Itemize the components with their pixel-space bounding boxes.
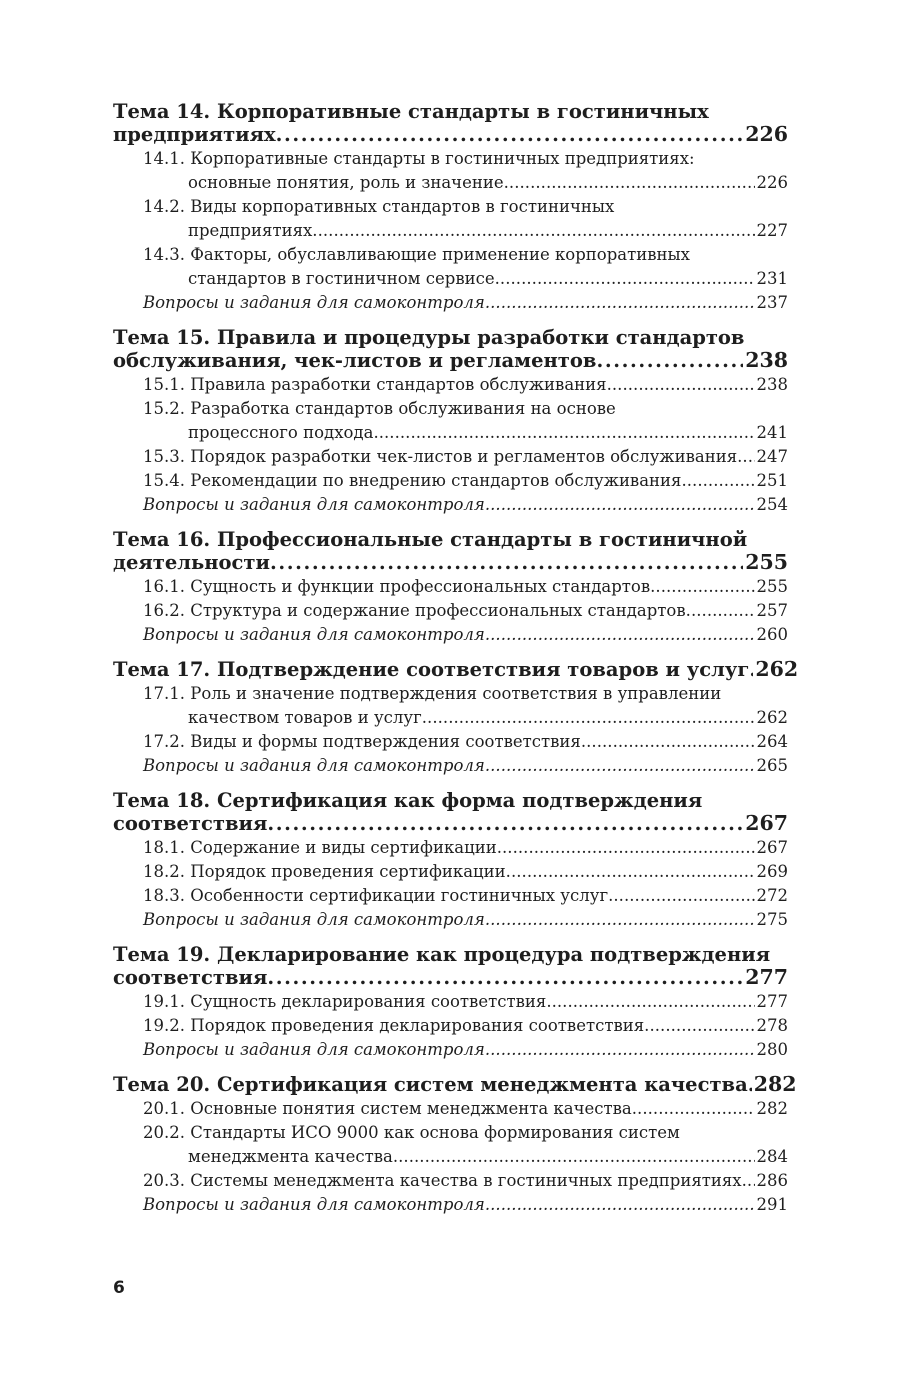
- subtopic-title: 19.2. Порядок проведения декларирования соответствия: [143, 1016, 645, 1035]
- leader-dots: [681, 469, 754, 493]
- subtopic-title-line: 17.1. Роль и значение подтверждения соответствия в управлении: [143, 684, 722, 703]
- leader-dots: [270, 551, 743, 574]
- topic-title-line: Тема 14. Корпоративные стандарты в гостиничных: [113, 100, 709, 123]
- subtopic-page-number: 247: [756, 447, 788, 466]
- subtopic-page-number: 278: [756, 1016, 788, 1035]
- subtopic-page-number: 226: [756, 173, 788, 192]
- toc-section: [113, 657, 799, 778]
- subtopic-title: 15.4. Рекомендации по внедрению стандартов обслуживания: [143, 471, 682, 490]
- questions-page-number: 254: [756, 495, 788, 514]
- subtopic-title: предприятиях: [188, 221, 313, 240]
- page-number: 6: [113, 1278, 125, 1298]
- questions-title: Вопросы и задания для самоконтроля: [143, 293, 485, 312]
- self-check-questions-entry[interactable]: [113, 1193, 788, 1217]
- leader-dots: [546, 990, 754, 1014]
- subtopic-page-number: 227: [756, 221, 788, 240]
- subtopic-page-number: 277: [756, 992, 788, 1011]
- leader-dots: [495, 267, 755, 291]
- subtopic-title: 18.2. Порядок проведения сертификации: [143, 862, 506, 881]
- self-check-questions-entry[interactable]: [113, 623, 788, 647]
- topic-title-line: Тема 18. Сертификация как форма подтверждения: [113, 789, 703, 812]
- subtopic-title-line: 14.3. Факторы, обуславливающие применение корпоративных: [143, 245, 690, 264]
- leader-dots: [650, 575, 754, 599]
- subtopic-page-number: 269: [756, 862, 788, 881]
- topic-title: обслуживания, чек-листов и регламентов: [113, 349, 597, 372]
- self-check-questions-entry[interactable]: [113, 1038, 788, 1062]
- subtopic-entry[interactable]: [113, 836, 788, 860]
- leader-dots: [742, 1169, 755, 1193]
- subtopic-entry[interactable]: [113, 990, 788, 1014]
- leader-dots: [422, 706, 755, 730]
- self-check-questions-entry[interactable]: [113, 754, 788, 778]
- topic-page-number: 262: [755, 657, 799, 681]
- subtopic-title: 15.3. Порядок разработки чек-листов и регламентов обслуживания: [143, 447, 738, 466]
- leader-dots: [686, 599, 755, 623]
- subtopic-entry[interactable]: [113, 682, 788, 730]
- subtopic-title: качеством товаров и услуг: [188, 708, 422, 727]
- questions-page-number: 237: [756, 293, 788, 312]
- subtopic-title: основные понятия, роль и значение: [188, 173, 504, 192]
- topic-title: соответствия: [113, 966, 268, 989]
- topic-title-line: Тема 15. Правила и процедуры разработки стандартов: [113, 326, 745, 349]
- self-check-questions-entry[interactable]: [113, 908, 788, 932]
- topic-heading[interactable]: [113, 943, 788, 989]
- subtopic-entry[interactable]: [113, 195, 788, 243]
- subtopic-entry[interactable]: [113, 373, 788, 397]
- topic-page-number: 282: [753, 1072, 797, 1096]
- leader-dots: [267, 966, 743, 989]
- topic-page-number: 255: [745, 550, 788, 574]
- questions-title: Вопросы и задания для самоконтроля: [143, 910, 485, 929]
- leader-dots: [485, 1193, 755, 1217]
- subtopic-title-line: 14.1. Корпоративные стандарты в гостиничных предприятиях:: [143, 149, 695, 168]
- leader-dots: [373, 421, 754, 445]
- topic-heading[interactable]: [113, 100, 788, 146]
- topic-title: соответствия: [113, 812, 268, 835]
- topic-title: деятельности: [113, 551, 270, 574]
- subtopic-entry[interactable]: [113, 147, 788, 195]
- subtopic-title: процессного подхода: [188, 423, 374, 442]
- toc-section: [113, 1072, 797, 1217]
- leader-dots: [504, 171, 755, 195]
- subtopic-entry[interactable]: [113, 243, 788, 291]
- questions-page-number: 280: [756, 1040, 788, 1059]
- toc-section: [113, 100, 788, 315]
- subtopic-entry[interactable]: [113, 1014, 788, 1038]
- subtopic-page-number: 267: [756, 838, 788, 857]
- leader-dots: [506, 860, 755, 884]
- subtopic-page-number: 238: [756, 375, 788, 394]
- subtopic-page-number: 251: [756, 471, 788, 490]
- leader-dots: [393, 1145, 755, 1169]
- subtopic-title: 15.1. Правила разработки стандартов обслуживания: [143, 375, 607, 394]
- subtopic-title: 18.1. Содержание и виды сертификации: [143, 838, 497, 857]
- subtopic-page-number: 255: [756, 577, 788, 596]
- questions-page-number: 275: [756, 910, 788, 929]
- questions-title: Вопросы и задания для самоконтроля: [143, 625, 485, 644]
- subtopic-title: 17.2. Виды и формы подтверждения соответствия: [143, 732, 581, 751]
- table-of-contents: [113, 100, 799, 1228]
- topic-heading[interactable]: [113, 789, 788, 835]
- self-check-questions-entry[interactable]: [113, 291, 788, 315]
- subtopic-entry[interactable]: [113, 1169, 788, 1193]
- subtopic-entry[interactable]: [113, 445, 788, 469]
- subtopic-entry[interactable]: [113, 1097, 788, 1121]
- topic-heading[interactable]: [113, 657, 799, 681]
- leader-dots: [485, 291, 755, 315]
- topic-title-line: Тема 19. Декларирование как процедура подтверждения: [113, 943, 771, 966]
- leader-dots: [581, 730, 755, 754]
- topic-heading[interactable]: [113, 1072, 797, 1096]
- subtopic-entry[interactable]: [113, 599, 788, 623]
- subtopic-page-number: 272: [756, 886, 788, 905]
- leader-dots: [485, 754, 755, 778]
- subtopic-entry[interactable]: [113, 730, 788, 754]
- subtopic-page-number: 264: [756, 732, 788, 751]
- questions-title: Вопросы и задания для самоконтроля: [143, 1040, 485, 1059]
- questions-title: Вопросы и задания для самоконтроля: [143, 1195, 485, 1214]
- topic-heading[interactable]: [113, 528, 788, 574]
- leader-dots: [737, 445, 754, 469]
- subtopic-title: 19.1. Сущность декларирования соответствия: [143, 992, 547, 1011]
- topic-page-number: 277: [745, 965, 788, 989]
- subtopic-page-number: 262: [756, 708, 788, 727]
- subtopic-entry[interactable]: [113, 575, 788, 599]
- subtopic-page-number: 284: [756, 1147, 788, 1166]
- self-check-questions-entry[interactable]: [113, 493, 788, 517]
- questions-page-number: 291: [756, 1195, 788, 1214]
- subtopic-entry[interactable]: [113, 884, 788, 908]
- leader-dots: [596, 349, 743, 372]
- subtopic-page-number: 282: [756, 1099, 788, 1118]
- subtopic-entry[interactable]: [113, 1121, 788, 1169]
- leader-dots: [632, 1097, 755, 1121]
- subtopic-title: 16.1. Сущность и функции профессиональных стандартов: [143, 577, 651, 596]
- topic-page-number: 226: [745, 122, 788, 146]
- leader-dots: [276, 123, 744, 146]
- toc-section: [113, 789, 788, 932]
- leader-dots: [485, 623, 755, 647]
- subtopic-title-line: 14.2. Виды корпоративных стандартов в гостиничных: [143, 197, 615, 216]
- subtopic-title: стандартов в гостиничном сервисе: [188, 269, 495, 288]
- subtopic-entry[interactable]: [113, 397, 788, 445]
- subtopic-title: 18.3. Особенности сертификации гостиничных услуг: [143, 886, 609, 905]
- subtopic-entry[interactable]: [113, 469, 788, 493]
- leader-dots: [485, 908, 755, 932]
- topic-title: Тема 20. Сертификация систем менеджмента качества: [113, 1073, 748, 1096]
- topic-heading[interactable]: [113, 326, 788, 372]
- toc-section: [113, 943, 788, 1062]
- leader-dots: [267, 812, 743, 835]
- subtopic-title-line: 20.2. Стандарты ИСО 9000 как основа формирования систем: [143, 1123, 680, 1142]
- subtopic-page-number: 241: [756, 423, 788, 442]
- toc-section: [113, 528, 788, 647]
- leader-dots: [497, 836, 755, 860]
- topic-page-number: 267: [745, 811, 788, 835]
- subtopic-title: менеджмента качества: [188, 1147, 393, 1166]
- subtopic-title-line: 15.2. Разработка стандартов обслуживания на основе: [143, 399, 616, 418]
- leader-dots: [485, 493, 755, 517]
- questions-page-number: 260: [756, 625, 788, 644]
- questions-title: Вопросы и задания для самоконтроля: [143, 495, 485, 514]
- leader-dots: [608, 884, 754, 908]
- leader-dots: [485, 1038, 755, 1062]
- subtopic-entry[interactable]: [113, 860, 788, 884]
- subtopic-page-number: 286: [756, 1171, 788, 1190]
- questions-page-number: 265: [756, 756, 788, 775]
- subtopic-title: 16.2. Структура и содержание профессиональных стандартов: [143, 601, 686, 620]
- subtopic-page-number: 257: [756, 601, 788, 620]
- leader-dots: [644, 1014, 754, 1038]
- leader-dots: [312, 219, 754, 243]
- leader-dots: [607, 373, 755, 397]
- subtopic-page-number: 231: [756, 269, 788, 288]
- topic-page-number: 238: [745, 348, 788, 372]
- toc-section: [113, 326, 788, 517]
- subtopic-title: 20.3. Системы менеджмента качества в гостиничных предприятиях: [143, 1171, 742, 1190]
- topic-title: Тема 17. Подтверждение соответствия товаров и услуг: [113, 658, 750, 681]
- topic-title-line: Тема 16. Профессиональные стандарты в гостиничной: [113, 528, 748, 551]
- subtopic-title: 20.1. Основные понятия систем менеджмента качества: [143, 1099, 632, 1118]
- questions-title: Вопросы и задания для самоконтроля: [143, 756, 485, 775]
- topic-title: предприятиях: [113, 123, 276, 146]
